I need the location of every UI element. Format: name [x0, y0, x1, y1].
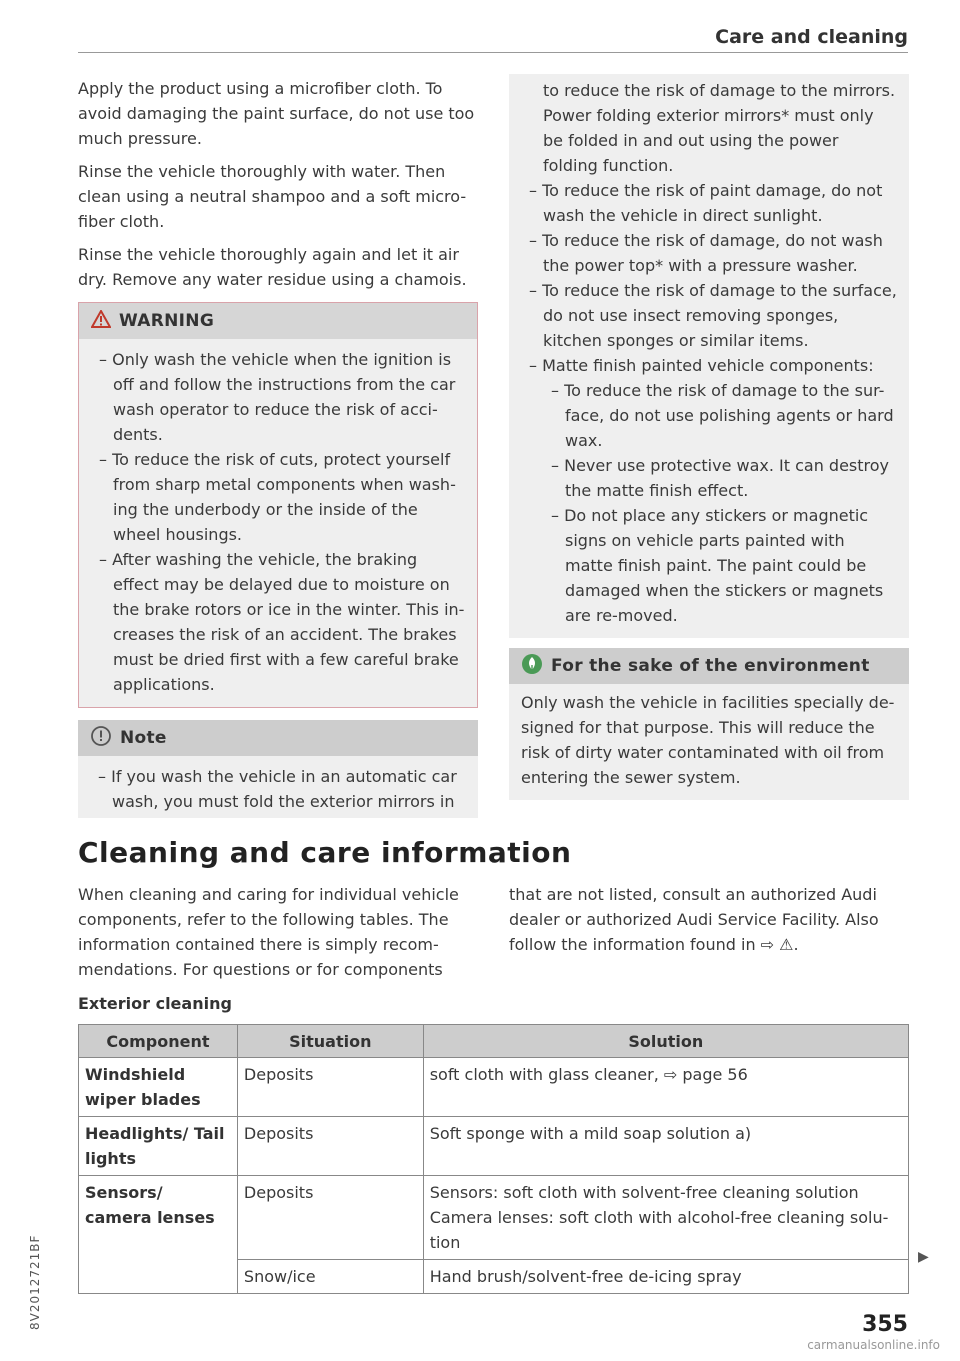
- table-row: [79, 1058, 909, 1117]
- list-item: – To reduce the risk of paint damage, do not wash the vehicle in direct sunlight.: [521, 178, 897, 228]
- cell-solution: Soft sponge with a mild soap solution a): [423, 1117, 908, 1176]
- list-item: – Matte finish painted vehicle components:: [521, 353, 897, 378]
- continue-arrow-icon: ▶: [918, 1249, 929, 1265]
- cell-component: Windshield wiper blades: [79, 1058, 238, 1117]
- sub-list-item: – Never use protective wax. It can destroy the matte finish effect.: [521, 453, 897, 503]
- cell-situation: Deposits: [237, 1058, 423, 1117]
- cell-situation: Deposits: [237, 1117, 423, 1176]
- cell-solution: Sensors: soft cloth with solvent-free cleaning solution Camera lenses: soft cloth with alcohol-free cleaning solu-tion: [423, 1176, 908, 1260]
- environment-text: Only wash the vehicle in facilities specially de-signed for that purpose. This will reduce the risk of dirty water contaminated with oil from entering the sewer system.: [521, 693, 895, 787]
- cell-component: Headlights/ Tail lights: [79, 1117, 238, 1176]
- note-box: [78, 720, 478, 818]
- table-row: [79, 1117, 909, 1176]
- page-header-title: Care and cleaning: [715, 26, 908, 48]
- page-number: 355: [862, 1312, 908, 1337]
- warning-header: [79, 303, 477, 339]
- paragraph: Rinse the vehicle thoroughly with water. Then clean using a neutral shampoo and a soft micro-fiber cloth.: [78, 162, 467, 231]
- note-header: [78, 720, 478, 756]
- intro-paragraph-left: When cleaning and caring for individual vehicle components, refer to the following tables. The information contained there is simply recom-mendations. For questions or for components: [78, 885, 459, 979]
- note-continued-box: [509, 74, 909, 638]
- table-header-row: [79, 1025, 909, 1058]
- warning-body: [79, 339, 477, 707]
- list-item: – After washing the vehicle, the braking effect may be delayed due to moisture on the brake rotors or ice in the winter. This in-creases the risk of an accident. The brakes must be dried first with a few careful brake applications.: [91, 547, 465, 697]
- environment-header: [509, 648, 909, 684]
- cell-component: Sensors/ camera lenses: [79, 1176, 238, 1294]
- left-column: [78, 76, 478, 818]
- environment-body: [509, 684, 909, 800]
- section-title: Cleaning and care information: [78, 836, 572, 869]
- list-item: – Only wash the vehicle when the ignition is off and follow the instructions from the car wash operator to reduce the risk of acci-dents.: [91, 347, 465, 447]
- right-column: [509, 76, 909, 800]
- sub-list-item: – To reduce the risk of damage to the sur-face, do not use polishing agents or hard wax.: [521, 378, 897, 453]
- environment-leaf-icon: [521, 653, 543, 680]
- note-continued-text: to reduce the risk of damage to the mirrors. Power folding exterior mirrors* must only be folded in and out using the power folding function.: [543, 81, 896, 175]
- cell-situation: Snow/ice: [237, 1260, 423, 1294]
- paragraph: Rinse the vehicle thoroughly again and let it air dry. Remove any water residue using a chamois.: [78, 245, 467, 289]
- warning-label: WARNING: [119, 311, 215, 331]
- note-icon: [90, 725, 112, 752]
- table-row: [79, 1176, 909, 1260]
- environment-label: For the sake of the environment: [551, 656, 870, 676]
- watermark: carmanualsonline.info: [807, 1338, 940, 1352]
- environment-box: [509, 648, 909, 800]
- cell-solution: soft cloth with glass cleaner, ⇨ page 56: [423, 1058, 908, 1117]
- column-header-situation: Situation: [237, 1025, 423, 1058]
- list-item: – If you wash the vehicle in an automatic car wash, you must fold the exterior mirrors in: [90, 764, 466, 814]
- note-label: Note: [120, 728, 167, 748]
- intro-paragraph-right: that are not listed, consult an authorized Audi dealer or authorized Audi Service Facility. Also follow the information found in ⇨ ⚠.: [509, 885, 879, 954]
- exterior-cleaning-table: [78, 1024, 909, 1294]
- warning-triangle-icon: [91, 310, 111, 333]
- list-item: – To reduce the risk of cuts, protect yourself from sharp metal components when wash-ing the underbody or the inside of the wheel housings.: [91, 447, 465, 547]
- header-rule: [78, 52, 908, 53]
- cell-solution: Hand brush/solvent-free de-icing spray: [423, 1260, 908, 1294]
- exterior-cleaning-subhead: Exterior cleaning: [78, 994, 232, 1013]
- sub-list-item: – Do not place any stickers or magnetic signs on vehicle parts painted with matte finish paint. The paint could be damaged when the stickers or magnets are re-moved.: [521, 503, 897, 628]
- list-item: – To reduce the risk of damage to the surface, do not use insect removing sponges, kitchen sponges or similar items.: [521, 278, 897, 353]
- column-header-component: Component: [79, 1025, 238, 1058]
- list-item: – To reduce the risk of damage, do not wash the power top* with a pressure washer.: [521, 228, 897, 278]
- paragraph: Apply the product using a microfiber cloth. To avoid damaging the paint surface, do not use too much pressure.: [78, 79, 475, 148]
- document-side-code: 8V2012721BF: [28, 1234, 42, 1330]
- note-body: [78, 756, 478, 818]
- column-header-solution: Solution: [423, 1025, 908, 1058]
- cell-situation: Deposits: [237, 1176, 423, 1260]
- warning-box: [78, 302, 478, 708]
